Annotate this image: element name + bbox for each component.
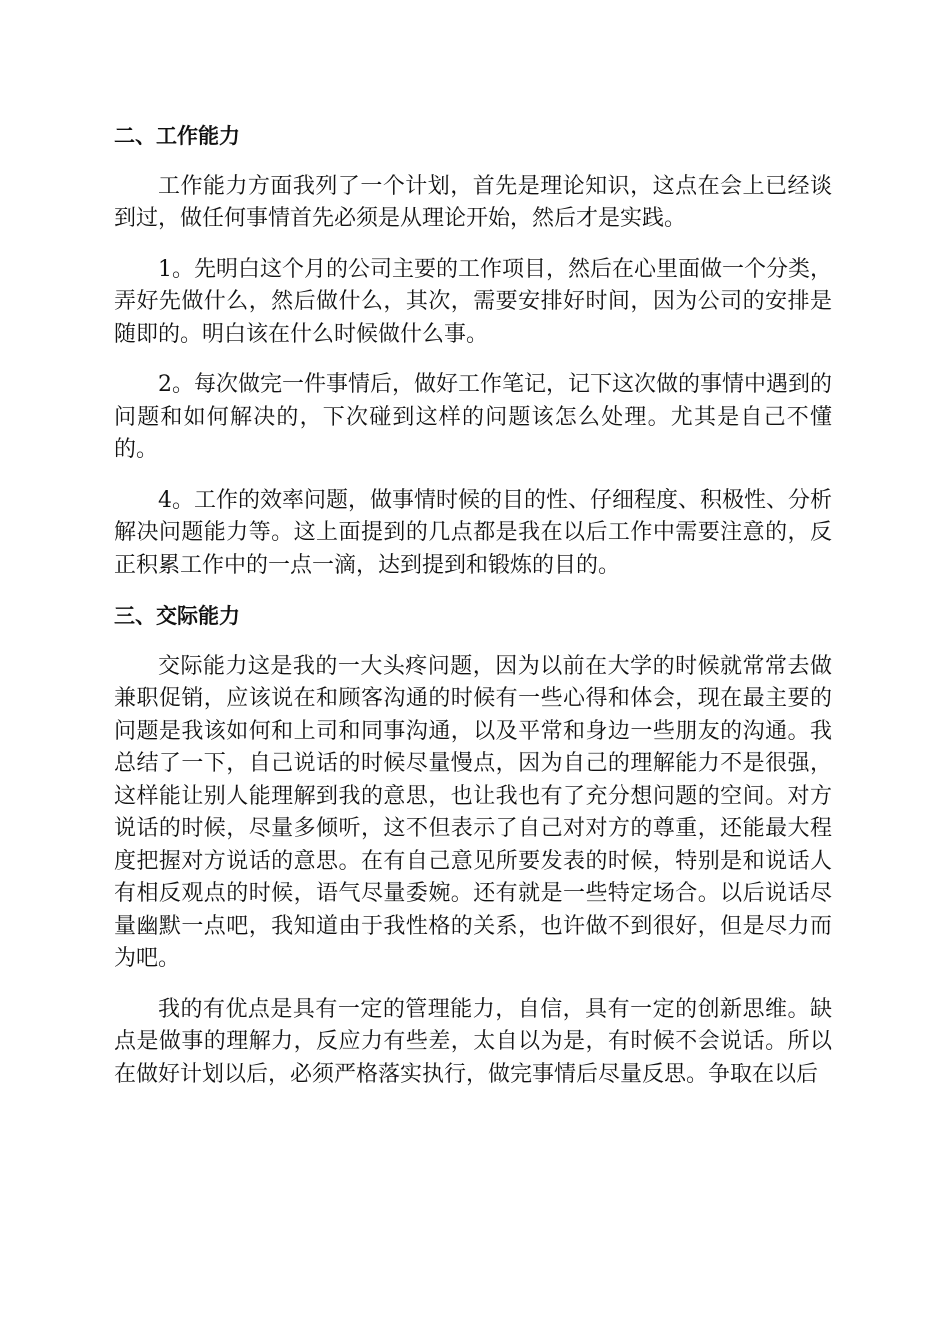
paragraph: 工作能力方面我列了一个计划，首先是理论知识，这点在会上已经谈到过，做任何事情首先必须是从理论开始，然后才是实践。 bbox=[114, 173, 832, 231]
section-heading-work-ability: 二、工作能力 bbox=[114, 124, 240, 148]
section-heading-social-ability: 三、交际能力 bbox=[114, 604, 240, 628]
paragraph: 我的有优点是具有一定的管理能力，自信，具有一定的创新思维。缺点是做事的理解力，反应力有些差，太自以为是，有时候不会说话。所以在做好计划以后，必须严格落实执行，做完事情后尽量反思。争取在以后 bbox=[114, 996, 832, 1087]
paragraph: 4。工作的效率问题，做事情时候的目的性、仔细程度、积极性、分析解决问题能力等。这上面提到的几点都是我在以后工作中需要注意的，反正积累工作中的一点一滴，达到提到和锻炼的目的。 bbox=[114, 487, 832, 578]
paragraph: 交际能力这是我的一大头疼问题，因为以前在大学的时候就常常去做兼职促销，应该说在和顾客沟通的时候有一些心得和体会，现在最主要的问题是我该如何和上司和同事沟通，以及平常和身边一些朋友的沟通。我总结了一下，自己说话的时候尽量慢点，因为自己的理解能力不是很强，这样能让别人能理解到我的意思，也让我也有了充分想问题的空间。对方说话的时候，尽量多倾听，这不但表示了自己对对方的尊重，还能最大程度把握对方说话的意思。在有自己意见所要发表的时候，特别是和说话人有相反观点的时候，语气尽量委婉。还有就是一些特定场合。以后说话尽量幽默一点吧，我知道由于我性格的关系，也许做不到很好，但是尽力而为吧。 bbox=[114, 653, 832, 971]
paragraph: 1。先明白这个月的公司主要的工作项目，然后在心里面做一个分类，弄好先做什么，然后做什么，其次，需要安排好时间，因为公司的安排是随即的。明白该在什么时候做什么事。 bbox=[114, 256, 832, 347]
paragraph: 2。每次做完一件事情后，做好工作笔记，记下这次做的事情中遇到的问题和如何解决的，下次碰到这样的问题该怎么处理。尤其是自己不懂的。 bbox=[114, 372, 832, 462]
document-page bbox=[114, 108, 832, 1109]
